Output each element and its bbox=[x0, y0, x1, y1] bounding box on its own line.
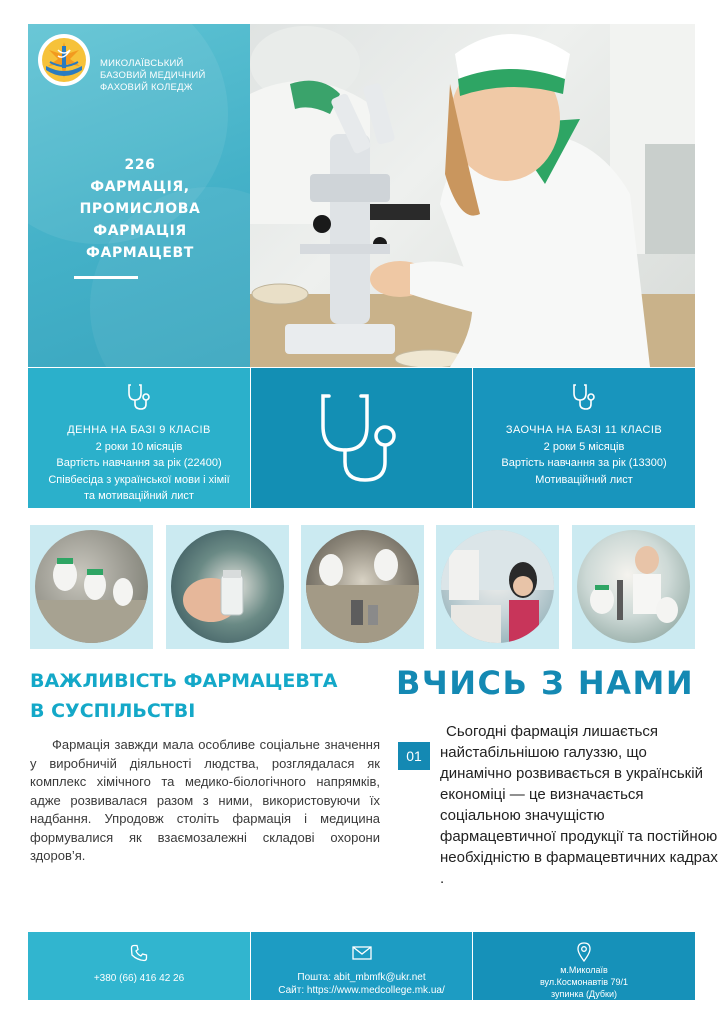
hero-panel bbox=[28, 24, 250, 367]
study-requirement: та мотиваційний лист bbox=[84, 490, 194, 502]
mail-icon bbox=[352, 946, 372, 960]
gallery-tile bbox=[572, 525, 695, 649]
importance-heading bbox=[30, 666, 390, 726]
contact-email[interactable]: Пошта: abit_mbmfk@ukr.net bbox=[297, 972, 426, 983]
contact-website[interactable]: Сайт: https://www.medcollege.mk.ua/ bbox=[278, 985, 445, 996]
college-name-line: ФАХОВИЙ КОЛЕДЖ bbox=[100, 82, 193, 93]
study-cost: Вартість навчання за рік (13300) bbox=[501, 457, 667, 469]
contact-address-block bbox=[473, 932, 695, 1000]
gallery-photo-teacher bbox=[577, 530, 690, 643]
study-form-title: ДЕННА НА БАЗІ 9 КЛАСІВ bbox=[67, 424, 211, 436]
study-duration: 2 роки 10 місяців bbox=[95, 440, 183, 453]
stethoscope-icon bbox=[125, 382, 153, 412]
study-with-us-paragraph: Сьогодні фармація лишається найстабільнішою галуззю, що динамічно розвивається в українській економіці — це визначається соціальною значущістю фармацевтичної продукції та постійною необхідністю в фармацевтичних кадрах . bbox=[440, 723, 718, 887]
location-pin-icon bbox=[577, 942, 591, 962]
study-form-part-time bbox=[473, 368, 695, 508]
program-title bbox=[42, 154, 238, 264]
college-logo bbox=[36, 32, 92, 88]
study-cost: Вартість навчання за рік (22400) bbox=[56, 457, 222, 469]
college-name bbox=[100, 58, 250, 94]
gallery-tile bbox=[30, 525, 153, 649]
study-form-details bbox=[28, 422, 250, 505]
gallery-photo-students-table bbox=[306, 530, 419, 643]
study-form-details bbox=[473, 422, 695, 488]
hero-photo bbox=[250, 24, 695, 367]
address-street: вул.Космонавтів 79/1 bbox=[539, 977, 629, 987]
gallery-photo-lab-class bbox=[35, 530, 148, 643]
college-name-line: МИКОЛАЇВСЬКИЙ bbox=[100, 58, 184, 69]
gallery-photo-medicine-jar bbox=[171, 530, 284, 643]
stethoscope-panel bbox=[251, 368, 472, 508]
gallery-photo-pharmacy bbox=[441, 530, 554, 643]
address-city: м.Миколаїв bbox=[560, 965, 608, 975]
gallery-tile bbox=[301, 525, 424, 649]
program-line: ФАРМАЦІЯ, bbox=[90, 179, 190, 195]
study-duration: 2 роки 5 місяців bbox=[543, 440, 625, 453]
gallery-tile bbox=[436, 525, 559, 649]
importance-heading-line: В СУСПІЛЬСТВІ bbox=[30, 700, 196, 722]
contact-web-block bbox=[251, 932, 472, 1000]
stethoscope-icon bbox=[570, 382, 598, 412]
address-stop: зупинка (Дубки) bbox=[550, 989, 618, 999]
program-line: ФАРМАЦІЯ bbox=[93, 223, 187, 239]
gallery-tile bbox=[166, 525, 289, 649]
number-badge: 01 bbox=[398, 742, 430, 770]
study-form-full-time bbox=[28, 368, 250, 508]
study-requirement: Мотиваційний лист bbox=[535, 473, 633, 486]
study-form-title: ЗАОЧНА НА БАЗІ 11 КЛАСІВ bbox=[505, 424, 663, 436]
importance-heading-line: ВАЖЛИВІСТЬ ФАРМАЦЕВТА bbox=[30, 670, 338, 692]
importance-paragraph: Фармація завжди мала особливе соціальне значення у виробничій діяльності людства, розглядалася як комплекс хімічного та медико-біологічного напрямків, адже розвивалася разом з ними, використовуючи їх надбання. Упродовж століть фармація і медицина формувалися як взаємозалежні складові охорони здоров’я. bbox=[30, 737, 380, 863]
program-line: ПРОМИСЛОВА bbox=[79, 201, 201, 217]
divider bbox=[74, 276, 138, 279]
program-qualification: ФАРМАЦЕВТ bbox=[86, 245, 194, 261]
stethoscope-icon bbox=[313, 388, 413, 488]
contact-phone[interactable]: +380 (66) 416 42 26 bbox=[93, 973, 185, 984]
study-with-us-heading: ВЧИСЬ З НАМИ bbox=[396, 664, 695, 702]
college-name-line: БАЗОВИЙ МЕДИЧНИЙ bbox=[100, 70, 206, 81]
contact-phone-block bbox=[28, 932, 250, 1000]
program-code: 226 bbox=[124, 157, 156, 173]
phone-icon bbox=[130, 944, 148, 962]
study-requirement: Співбесіда з української мови і хімії bbox=[48, 473, 230, 486]
